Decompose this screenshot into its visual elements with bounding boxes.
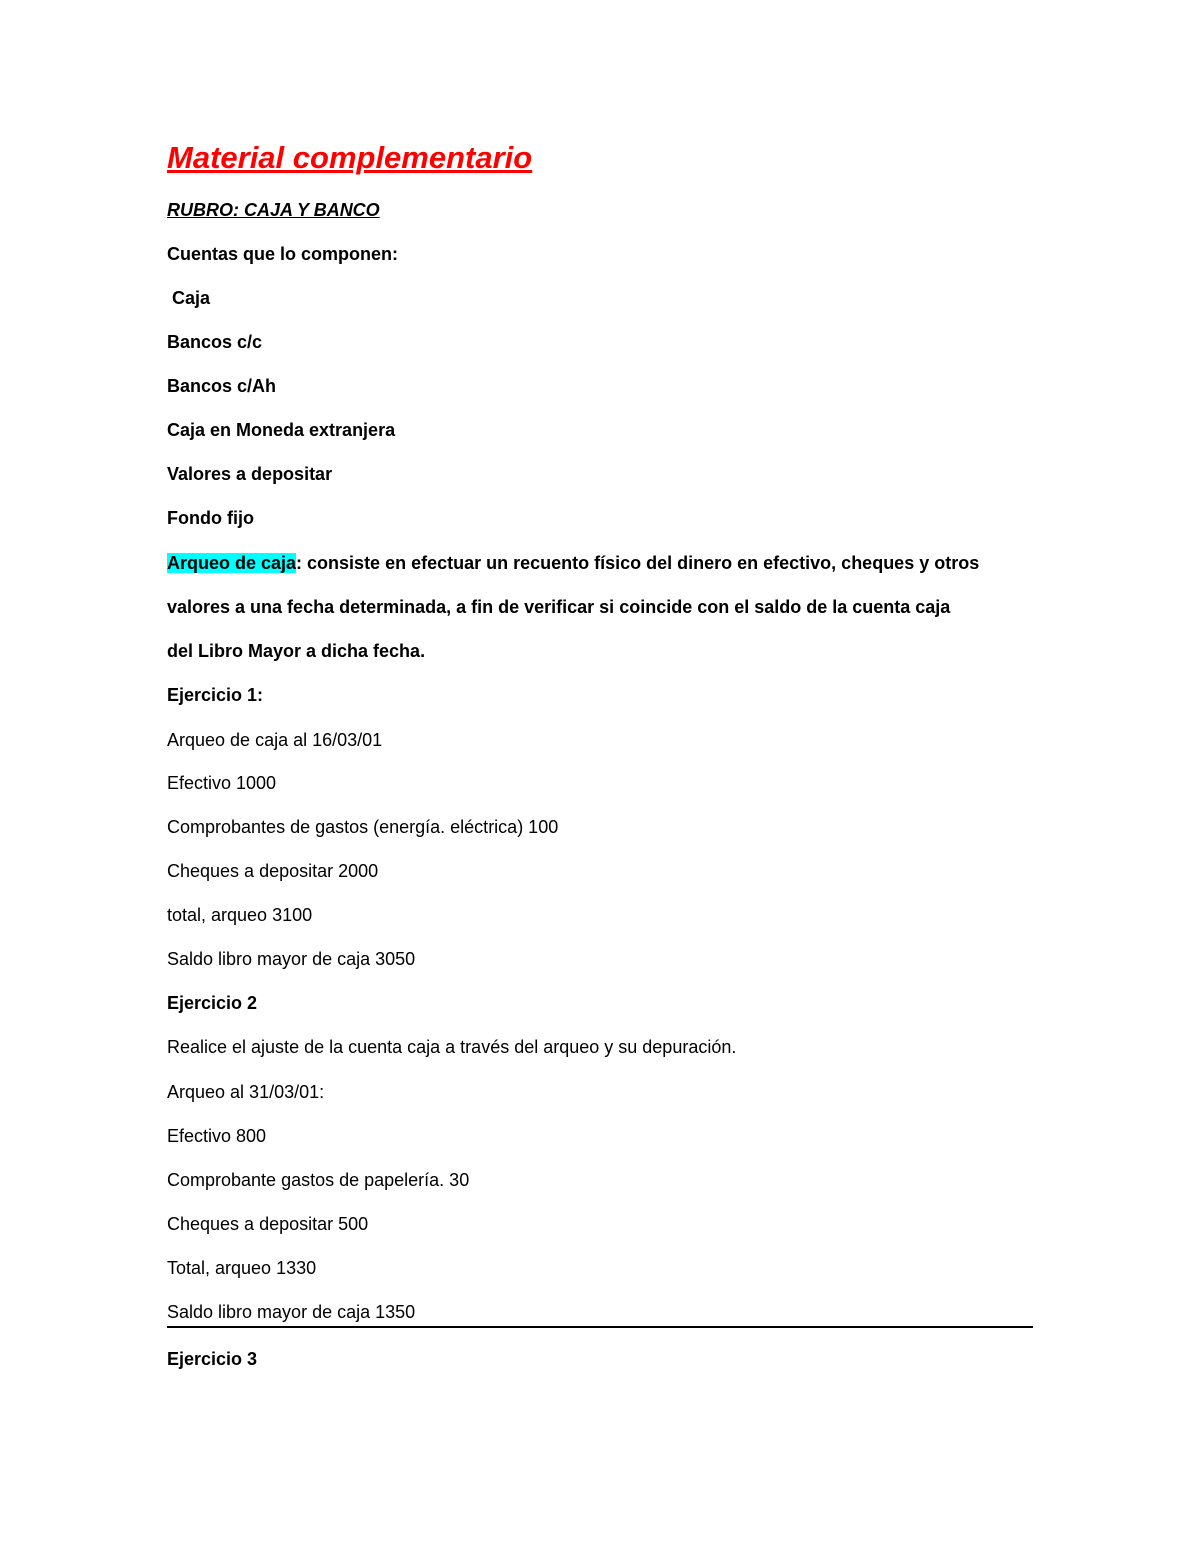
ejercicio2-line: Arqueo al 31/03/01: xyxy=(167,1082,325,1102)
ejercicio2-line: Efectivo 800 xyxy=(167,1126,267,1146)
arqueo-term: Arqueo de caja xyxy=(167,553,297,573)
ejercicio2-line: Total, arqueo 1330 xyxy=(167,1258,317,1278)
arqueo-definition-line xyxy=(167,552,979,574)
ejercicio1-line: Arqueo de caja al 16/03/01 xyxy=(167,730,383,750)
cuenta-item: Caja xyxy=(167,288,211,308)
ejercicio1-line: total, arqueo 3100 xyxy=(167,905,313,925)
ejercicio2-line: Saldo libro mayor de caja 1350 xyxy=(167,1302,416,1322)
cuenta-item: Valores a depositar xyxy=(167,464,333,484)
ejercicio2-line: Cheques a depositar 500 xyxy=(167,1214,369,1234)
rubro-heading: RUBRO: CAJA Y BANCO xyxy=(167,200,380,220)
ejercicio1-line: Saldo libro mayor de caja 3050 xyxy=(167,949,416,969)
horizontal-divider xyxy=(167,1326,1033,1328)
ejercicio2-line: Realice el ajuste de la cuenta caja a través del arqueo y su depuración. xyxy=(167,1037,737,1057)
ejercicio2-heading: Ejercicio 2 xyxy=(167,993,258,1013)
cuentas-heading: Cuentas que lo componen: xyxy=(167,244,399,264)
ejercicio1-heading: Ejercicio 1: xyxy=(167,685,264,705)
cuenta-item: Caja en Moneda extranjera xyxy=(167,420,396,440)
ejercicio1-line: Comprobantes de gastos (energía. eléctrica) 100 xyxy=(167,817,559,837)
ejercicio3-heading: Ejercicio 3 xyxy=(167,1349,258,1369)
document-title: Material complementario xyxy=(167,140,533,175)
ejercicio1-line: Efectivo 1000 xyxy=(167,773,277,793)
cuenta-item: Bancos c/Ah xyxy=(167,376,277,396)
cuenta-item: Fondo fijo xyxy=(167,508,254,528)
arqueo-definition-text: : consiste en efectuar un recuento físico del dinero en efectivo, cheques y otros xyxy=(296,553,980,573)
ejercicio1-line: Cheques a depositar 2000 xyxy=(167,861,379,881)
arqueo-definition-line: del Libro Mayor a dicha fecha. xyxy=(167,641,426,661)
ejercicio2-line: Comprobante gastos de papelería. 30 xyxy=(167,1170,470,1190)
cuenta-item: Bancos c/c xyxy=(167,332,263,352)
arqueo-definition-line: valores a una fecha determinada, a fin de verificar si coincide con el saldo de la cuenta caja xyxy=(167,597,951,617)
